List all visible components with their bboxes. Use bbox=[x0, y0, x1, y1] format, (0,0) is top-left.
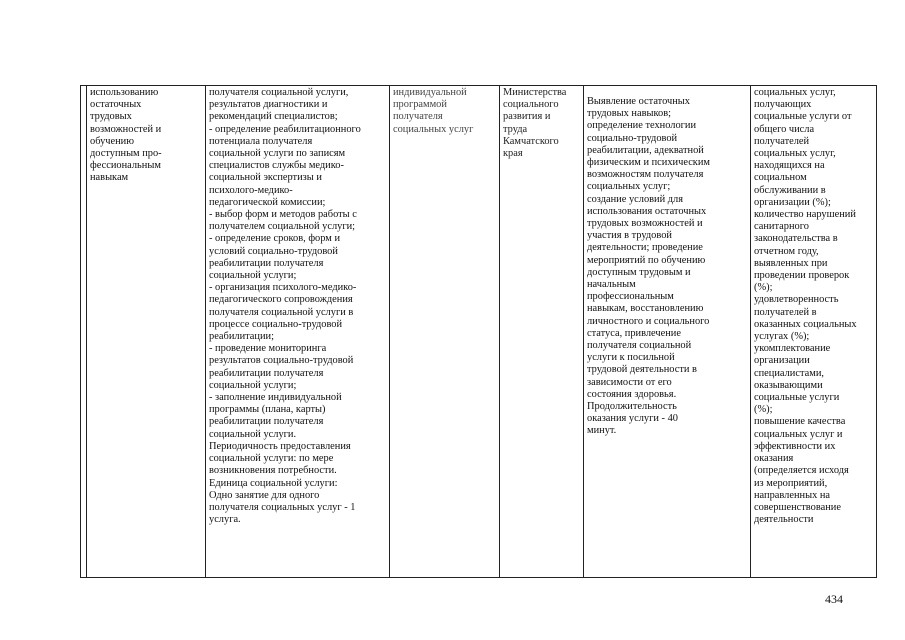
text-line: состояния здоровья. bbox=[587, 388, 677, 400]
text-line: социальной услуги: по мере bbox=[209, 453, 334, 465]
text-line: начальным bbox=[587, 279, 636, 291]
text-line: Продолжительность bbox=[587, 401, 677, 413]
text-line: получателя социальной услуги, bbox=[209, 87, 349, 98]
text-line: Одно занятие для одного bbox=[209, 489, 320, 501]
text-line: профессиональным bbox=[587, 291, 674, 303]
text-line: из мероприятий, bbox=[754, 477, 828, 489]
text-line: - организация психолого-медико- bbox=[209, 282, 357, 294]
text-line: - выбор форм и методов работы с bbox=[209, 209, 357, 221]
text-line: выявленных при bbox=[754, 257, 828, 269]
text-line: создание условий для bbox=[587, 193, 684, 205]
text-line: повышение качества bbox=[754, 416, 846, 428]
text-line: оказания bbox=[754, 453, 794, 465]
text-line: социальных услуг bbox=[393, 123, 474, 135]
text-line: Периодичность предоставления bbox=[209, 440, 351, 452]
text-line: социальной услуги по записям bbox=[209, 148, 346, 160]
text-line: получателем социальной услуги; bbox=[209, 221, 356, 233]
text-line: оказания услуги - 40 bbox=[587, 413, 678, 425]
text-line: социальных услуг, bbox=[754, 148, 836, 160]
text-line: получателя bbox=[393, 111, 443, 123]
text-line: получателя социальной bbox=[587, 340, 692, 352]
text-line: педагогической комиссии; bbox=[209, 196, 326, 208]
text-line: получателя социальной услуги в bbox=[209, 306, 354, 318]
text-line: находящихся на bbox=[754, 160, 825, 172]
text-line: специалистов службы медико- bbox=[209, 160, 344, 172]
text-line: социальных услуг и bbox=[754, 428, 843, 440]
service-name-cell bbox=[87, 86, 206, 578]
text-line: услугах (%); bbox=[754, 331, 810, 343]
table-row bbox=[81, 86, 877, 578]
text-line: трудовых bbox=[90, 111, 132, 123]
text-line: потенциала получателя bbox=[209, 135, 313, 147]
text-line: санитарного bbox=[754, 221, 809, 233]
text-line: возникновения потребности. bbox=[209, 465, 337, 477]
text-line: физическим и психическим bbox=[587, 157, 710, 169]
services-table bbox=[80, 85, 877, 578]
text-line: получателей в bbox=[754, 306, 817, 318]
service-description-cell bbox=[206, 86, 390, 578]
text-line: трудовых возможностей и bbox=[587, 218, 703, 230]
text-line: зависимости от его bbox=[587, 376, 672, 388]
text-line: социального bbox=[503, 99, 559, 111]
text-line: использованию bbox=[90, 87, 159, 98]
text-line: отчетном году, bbox=[754, 245, 819, 257]
text-line: развития и bbox=[503, 111, 551, 123]
text-line: - заполнение индивидуальной bbox=[209, 392, 342, 404]
text-line: деятельности; проведение bbox=[587, 242, 703, 254]
text-line: - определение реабилитационного bbox=[209, 123, 361, 135]
text-line: реабилитации; bbox=[209, 331, 274, 343]
text-line: психолого-медико- bbox=[209, 184, 293, 196]
text-line: трудовых навыков; bbox=[587, 108, 671, 120]
service-basis-cell bbox=[390, 86, 500, 578]
text-line: социально-трудовой bbox=[587, 132, 678, 144]
text-line: проведении проверок bbox=[754, 270, 850, 282]
text-line: социальной услуги; bbox=[209, 270, 297, 282]
text-line: доступным трудовым и bbox=[587, 266, 691, 278]
text-line: минут. bbox=[587, 425, 617, 437]
text-line: мероприятий по обучению bbox=[587, 254, 706, 266]
text-line: процессе социально-трудовой bbox=[209, 318, 343, 330]
text-line: остаточных bbox=[90, 99, 142, 111]
text-line: края bbox=[503, 148, 523, 160]
text-line: Министерства bbox=[503, 87, 567, 98]
text-line: законодательства в bbox=[754, 233, 838, 245]
text-line: социальном bbox=[754, 172, 807, 184]
text-line: реабилитации получателя bbox=[209, 257, 324, 269]
text-line: оказанных социальных bbox=[754, 318, 857, 330]
text-line: Единица социальной услуги: bbox=[209, 477, 338, 489]
text-line: результатов диагностики и bbox=[209, 99, 328, 111]
text-line: труда bbox=[503, 123, 528, 135]
text-line: определение технологии bbox=[587, 120, 697, 132]
service-conditions-cell bbox=[584, 86, 751, 578]
text-line: общего числа bbox=[754, 123, 815, 135]
text-line: рекомендаций специалистов; bbox=[209, 111, 338, 123]
text-line: условий социально-трудовой bbox=[209, 245, 338, 257]
text-line: - определение сроков, форм и bbox=[209, 233, 341, 245]
text-line: статуса, привлечение bbox=[587, 327, 681, 339]
text-line: услуга. bbox=[209, 514, 241, 526]
text-line: совершенствование bbox=[754, 501, 841, 513]
text-line: участия в трудовой bbox=[587, 230, 672, 242]
text-line: реабилитации получателя bbox=[209, 367, 324, 379]
text-line: использования остаточных bbox=[587, 205, 707, 217]
text-line: обучению bbox=[90, 135, 135, 147]
text-line: трудовой деятельности в bbox=[587, 364, 697, 376]
text-line: навыкам bbox=[90, 172, 129, 184]
text-line: услуги к посильной bbox=[587, 352, 675, 364]
text-line: возможностей и bbox=[90, 123, 162, 135]
text-line: получающих bbox=[754, 99, 812, 111]
text-line: оказывающими bbox=[754, 379, 823, 391]
text-line: программы (плана, карты) bbox=[209, 404, 326, 416]
text-line: количество нарушений bbox=[754, 209, 856, 221]
text-line: (определяется исходя bbox=[754, 465, 849, 477]
text-line: возможностям получателя bbox=[587, 169, 704, 181]
text-line: социальной экспертизы и bbox=[209, 172, 322, 184]
text-line: навыкам, восстановлению bbox=[587, 303, 704, 315]
text-line: - проведение мониторинга bbox=[209, 343, 327, 355]
text-line: социальные услуги от bbox=[754, 111, 852, 123]
text-line: организации (%); bbox=[754, 196, 831, 208]
text-line: Камчатского bbox=[503, 135, 559, 147]
text-line: социальной услуги; bbox=[209, 379, 297, 391]
text-line: специалистами, bbox=[754, 367, 824, 379]
text-line: получателя социальных услуг - 1 bbox=[209, 501, 356, 513]
text-line: реабилитации получателя bbox=[209, 416, 324, 428]
text-line: доступным про- bbox=[90, 148, 162, 160]
text-line: деятельности bbox=[754, 514, 814, 526]
text-line: организации bbox=[754, 355, 810, 367]
text-line: укомплектование bbox=[754, 343, 831, 355]
text-line: получателей bbox=[754, 135, 810, 147]
text-line: направленных на bbox=[754, 489, 831, 501]
text-line: удовлетворенность bbox=[754, 294, 839, 306]
text-line: педагогического сопровождения bbox=[209, 294, 353, 306]
text-line: эффективности их bbox=[754, 440, 836, 452]
page-number: 434 bbox=[825, 592, 843, 606]
standard-source-cell bbox=[500, 86, 584, 578]
text-line: (%); bbox=[754, 404, 773, 416]
text-line: (%); bbox=[754, 282, 773, 294]
text-line: фессиональным bbox=[90, 160, 161, 172]
text-line: социальные услуги bbox=[754, 392, 840, 404]
text-line: социальных услуг; bbox=[587, 181, 671, 193]
text-line: реабилитации, адекватной bbox=[587, 144, 704, 156]
quality-indicators-cell bbox=[751, 86, 877, 578]
text-line: личностного и социального bbox=[587, 315, 710, 327]
text-line: результатов социально-трудовой bbox=[209, 355, 354, 367]
text-line: обслуживании в bbox=[754, 184, 826, 196]
text-line: программой bbox=[393, 99, 447, 111]
text-line: социальных услуг, bbox=[754, 87, 836, 98]
text-line: Выявление остаточных bbox=[587, 96, 690, 107]
text-line: социальной услуги. bbox=[209, 428, 297, 440]
text-line: индивидуальной bbox=[393, 87, 467, 98]
